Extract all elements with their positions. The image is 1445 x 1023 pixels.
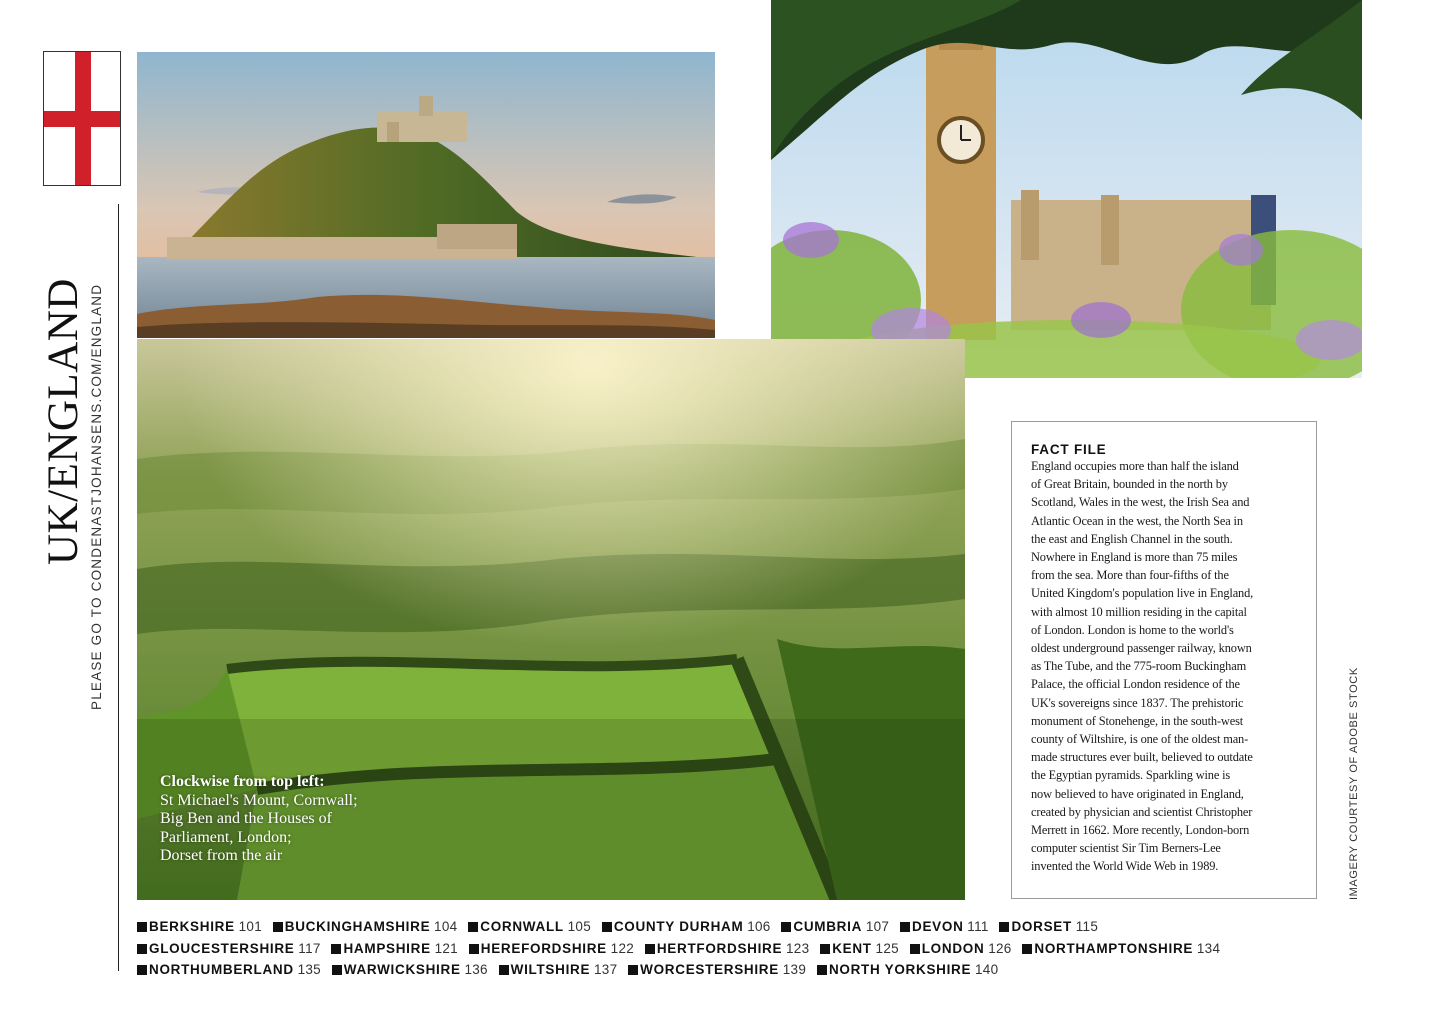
fact-line: from the sea. More than four-fifths of the [1031, 568, 1229, 583]
bullet-square-icon [499, 965, 509, 975]
fact-line: the Egyptian pyramids. Sparkling wine is [1031, 768, 1231, 783]
caption-lead: Clockwise from top left: [160, 773, 325, 790]
index-entry[interactable]: HAMPSHIRE 121 [331, 938, 458, 960]
bullet-square-icon [1022, 944, 1032, 954]
bullet-square-icon [469, 944, 479, 954]
fact-line: county of Wiltshire, is one of the oldest man- [1031, 732, 1249, 747]
index-entry[interactable]: BUCKINGHAMSHIRE 104 [273, 916, 458, 938]
photo-caption [160, 773, 410, 866]
index-entry[interactable]: WORCESTERSHIRE 139 [628, 959, 806, 981]
index-entry[interactable]: HEREFORDSHIRE 122 [469, 938, 634, 960]
bullet-square-icon [900, 922, 910, 932]
bullet-square-icon [137, 944, 147, 954]
index-entry[interactable]: DEVON 111 [900, 916, 989, 938]
bullet-square-icon [331, 944, 341, 954]
index-entry[interactable]: WARWICKSHIRE 136 [332, 959, 488, 981]
bullet-square-icon [910, 944, 920, 954]
index-row [137, 938, 1417, 960]
index-entry[interactable]: WILTSHIRE 137 [499, 959, 618, 981]
fact-file-body [1031, 457, 1298, 876]
fact-line: Scotland, Wales in the west, the Irish Sea and [1031, 495, 1250, 510]
fact-line: England occupies more than half the island [1031, 459, 1239, 473]
page-title: UK/ENGLAND [40, 278, 87, 565]
bullet-square-icon [999, 922, 1009, 932]
index-entry[interactable]: BERKSHIRE 101 [137, 916, 262, 938]
index-entry[interactable]: NORTHUMBERLAND 135 [137, 959, 321, 981]
caption-line: Big Ben and the Houses of [160, 810, 332, 827]
index-entry[interactable]: NORTHAMPTONSHIRE 134 [1022, 938, 1220, 960]
fact-line: monument of Stonehenge, in the south-west [1031, 713, 1244, 728]
fact-line: Nowhere in England is more than 75 miles [1031, 550, 1238, 565]
fact-line: now believed to have originated in England, [1031, 786, 1244, 801]
index-row [137, 959, 1417, 981]
flag-cross-vertical [75, 52, 91, 185]
fact-line: UK's sovereigns since 1837. The prehistoric [1031, 695, 1244, 710]
fact-line: invented the World Wide Web in 1989. [1031, 859, 1219, 874]
fact-line: computer scientist Sir Tim Berners-Lee [1031, 841, 1221, 856]
index-entry[interactable]: COUNTY DURHAM 106 [602, 916, 771, 938]
county-index [137, 916, 1417, 981]
fact-line: Palace, the official London residence of the [1031, 677, 1240, 692]
bullet-square-icon [781, 922, 791, 932]
caption-line: St Michael's Mount, Cornwall; [160, 791, 358, 809]
bullet-square-icon [817, 965, 827, 975]
index-entry[interactable]: HERTFORDSHIRE 123 [645, 938, 810, 960]
fact-line: oldest underground passenger railway, known [1031, 641, 1252, 656]
bullet-square-icon [468, 922, 478, 932]
photo-big-ben [771, 0, 1362, 378]
bullet-square-icon [273, 922, 283, 932]
fact-line: the east and English Channel in the south. [1031, 531, 1233, 546]
side-divider [118, 204, 119, 971]
website-link[interactable]: PLEASE GO TO CONDENASTJOHANSENS.COM/ENGLAND [89, 283, 104, 710]
bullet-square-icon [602, 922, 612, 932]
fact-file-box [1011, 421, 1317, 899]
index-row [137, 916, 1417, 938]
fact-line: of Great Britain, bounded in the north by [1031, 477, 1228, 492]
fact-line: as The Tube, and the 775-room Buckingham [1031, 659, 1247, 674]
index-entry[interactable]: DORSET 115 [999, 916, 1098, 938]
image-credit: IMAGERY COURTESY OF ADOBE STOCK [1348, 667, 1360, 900]
index-entry[interactable]: KENT 125 [820, 938, 899, 960]
fact-line: United Kingdom's population live in England, [1031, 586, 1254, 601]
index-entry[interactable]: CORNWALL 105 [468, 916, 591, 938]
caption-line: Dorset from the air [160, 847, 283, 864]
index-entry[interactable]: CUMBRIA 107 [781, 916, 889, 938]
fact-line: Atlantic Ocean in the west, the North Sea in [1031, 513, 1243, 528]
fact-line: Merrett in 1662. More recently, London-born [1031, 823, 1250, 838]
bullet-square-icon [645, 944, 655, 954]
england-flag-icon [43, 51, 121, 186]
bullet-square-icon [137, 922, 147, 932]
index-entry[interactable]: NORTH YORKSHIRE 140 [817, 959, 998, 981]
fact-line: created by physician and scientist Christopher [1031, 804, 1253, 819]
photo-st-michaels-mount [137, 52, 715, 338]
fact-line: of London. London is home to the world's [1031, 622, 1234, 637]
bullet-square-icon [332, 965, 342, 975]
index-entry[interactable]: LONDON 126 [910, 938, 1012, 960]
caption-line: Parliament, London; [160, 828, 292, 846]
fact-line: with almost 10 million residing in the capital [1031, 604, 1247, 619]
index-entry[interactable]: GLOUCESTERSHIRE 117 [137, 938, 321, 960]
bullet-square-icon [628, 965, 638, 975]
bullet-square-icon [820, 944, 830, 954]
fact-file-title: FACT FILE [1031, 442, 1107, 457]
bullet-square-icon [137, 965, 147, 975]
fact-line: made structures ever built, believed to outdate [1031, 750, 1253, 765]
